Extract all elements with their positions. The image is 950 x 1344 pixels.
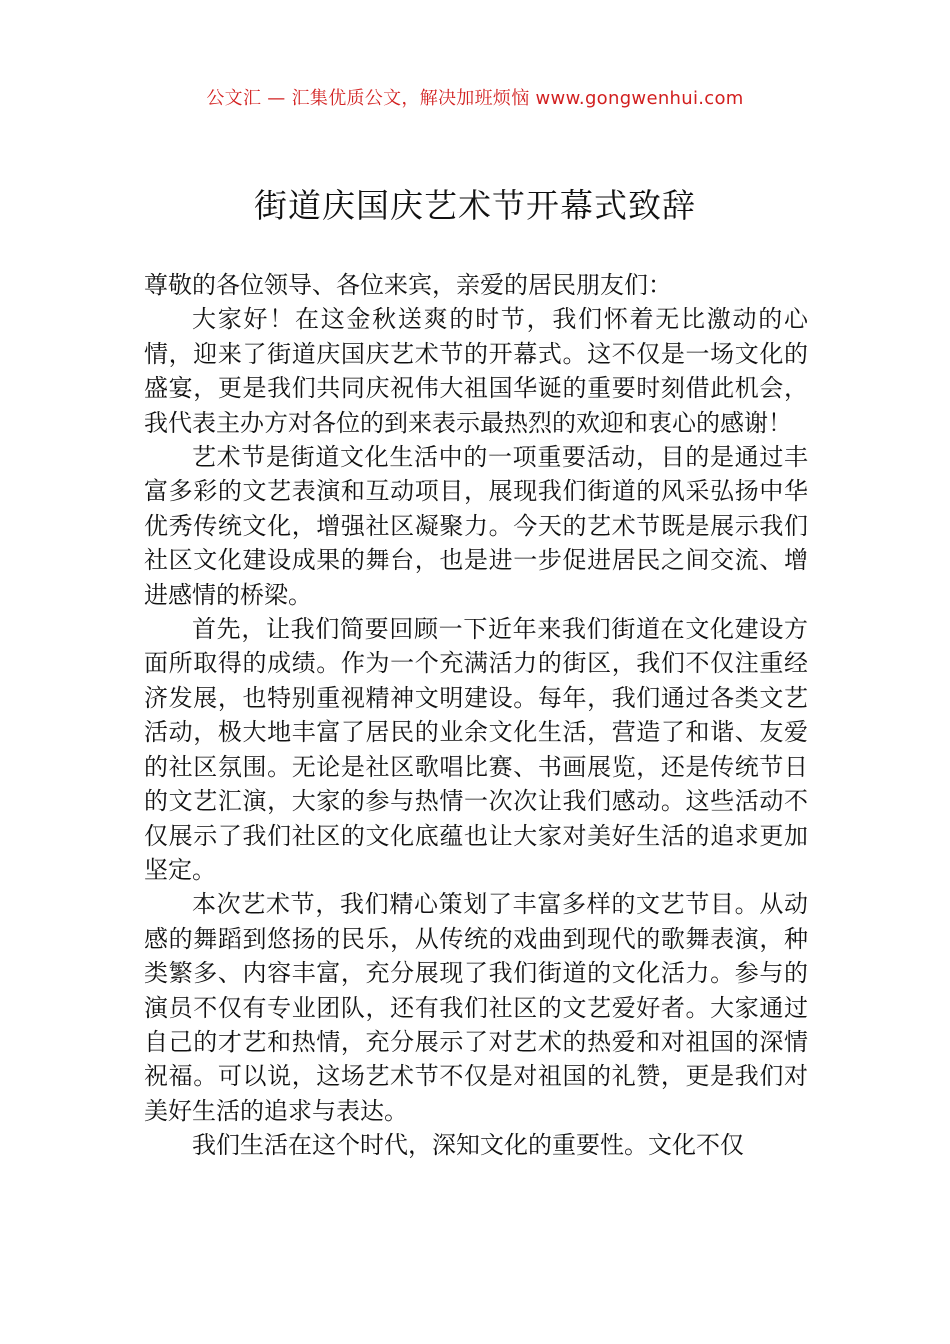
paragraph-4: 本次艺术节，我们精心策划了丰富多样的文艺节目。从动感的舞蹈到悠扬的民乐，从传统的戏曲到现代的歌舞表演，种类繁多、内容丰富，充分展现了我们街道的文化活力。参与的演员不仅有专业团队，还有我们社区的文艺爱好者。大家通过自己的才艺和热情，充分展示了对艺术的热爱和对祖国的深情祝福。可以说，这场艺术节不仅是对祖国的礼赞，更是我们对美好生活的追求与表达。 bbox=[144, 890, 808, 1125]
document-title: 街道庆国庆艺术节开幕式致辞 bbox=[254, 186, 696, 225]
site-header-banner: 公文汇 — 汇集优质公文，解决加班烦恼 www.gongwenhui.com bbox=[206, 88, 744, 109]
paragraph-3: 首先，让我们简要回顾一下近年来我们街道在文化建设方面所取得的成绩。作为一个充满活力的街区，我们不仅注重经济发展，也特别重视精神文明建设。每年，我们通过各类文艺活动，极大地丰富了居民的业余文化生活，营造了和谐、友爱的社区氛围。无论是社区歌唱比赛、书画展览，还是传统节日的文艺汇演，大家的参与热情一次次让我们感动。这些活动不仅展示了我们社区的文化底蕴也让大家对美好生活的追求更加坚定。 bbox=[144, 615, 808, 884]
paragraph-5: 我们生活在这个时代，深知文化的重要性。文化不仅 bbox=[192, 1131, 744, 1160]
paragraph-2: 艺术节是街道文化生活中的一项重要活动，目的是通过丰富多彩的文艺表演和互动项目，展现我们街道的风采弘扬中华优秀传统文化，增强社区凝聚力。今天的艺术节既是展示我们社区文化建设成果的舞台，也是进一步促进居民之间交流、增进感情的桥梁。 bbox=[144, 443, 808, 609]
paragraph-1: 大家好！在这金秋送爽的时节，我们怀着无比激动的心情，迎来了街道庆国庆艺术节的开幕式。这不仅是一场文化的盛宴，更是我们共同庆祝伟大祖国华诞的重要时刻借此机会，我代表主办方对各位的到来表示最热烈的欢迎和衷心的感谢！ bbox=[144, 305, 808, 437]
document-body bbox=[144, 268, 808, 1163]
salutation-line: 尊敬的各位领导、各位来宾，亲爱的居民朋友们： bbox=[144, 271, 672, 299]
